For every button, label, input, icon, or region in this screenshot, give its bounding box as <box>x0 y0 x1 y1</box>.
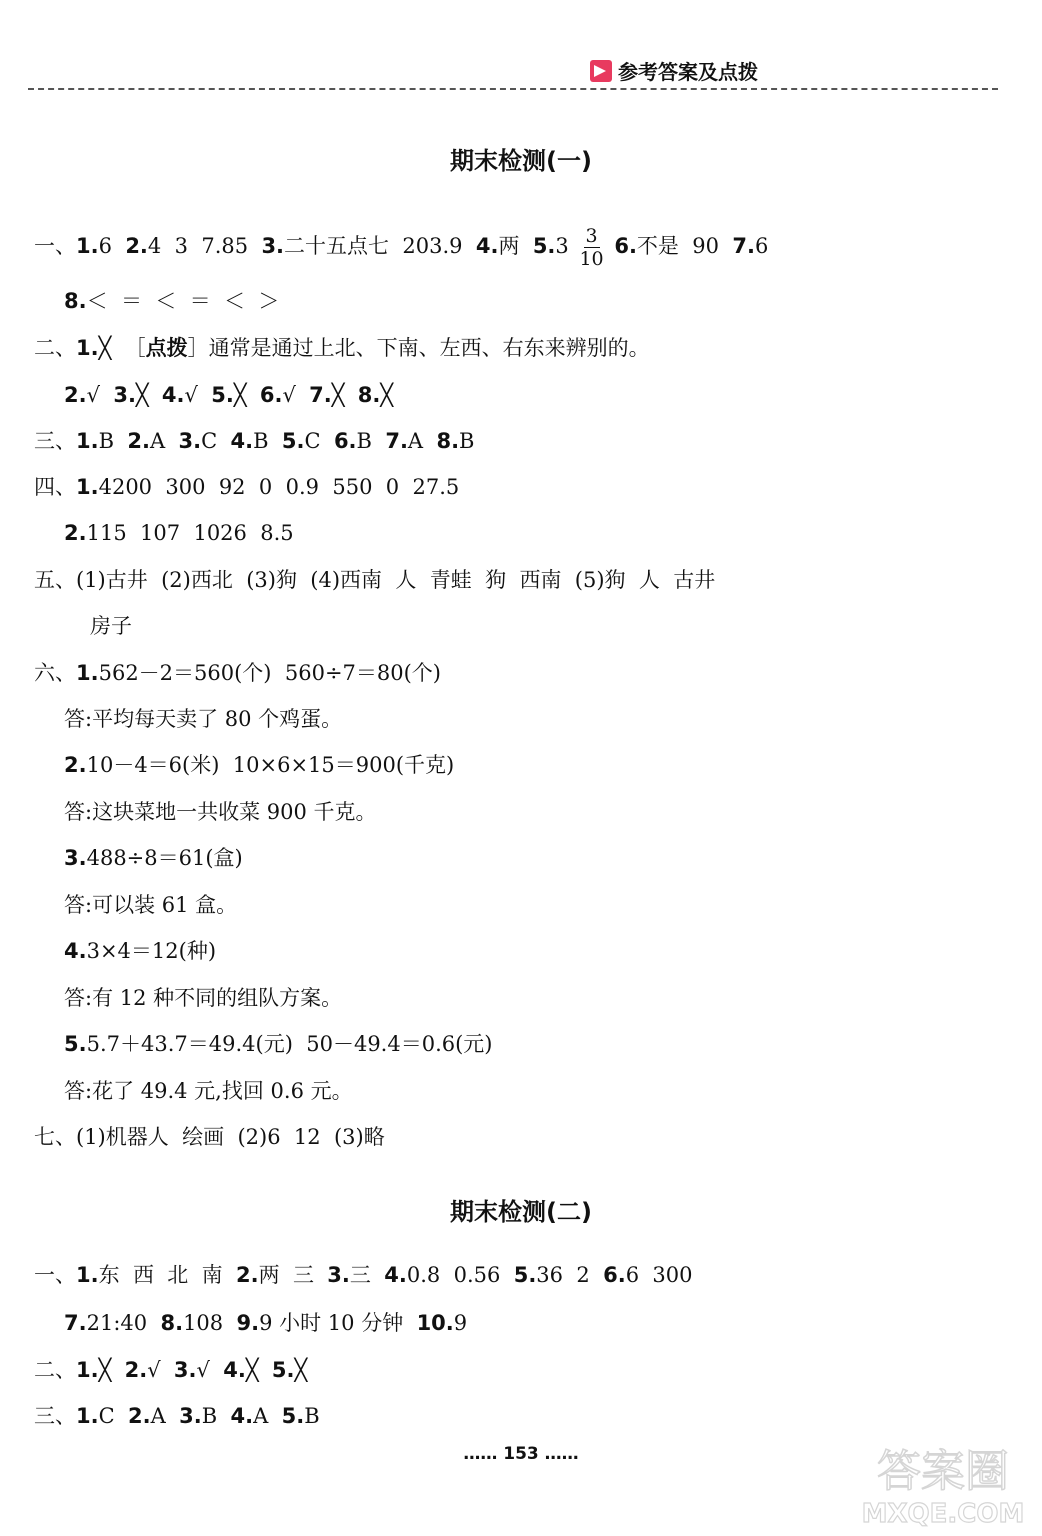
answer-text: 4 3 7.85 <box>147 234 262 258</box>
item-number: 1. <box>76 234 99 258</box>
answer-text: A <box>407 429 437 453</box>
item-number: 6. <box>603 1263 626 1287</box>
answer-text: 5.7＋43.7＝49.4(元) 50－49.4＝0.6(元) <box>86 1032 493 1056</box>
item-number: 1. <box>76 1404 99 1428</box>
item-number: 4. <box>64 939 87 963</box>
answer-text: 六、 <box>34 661 76 685</box>
answer-text: ］通常是通过上北、下南、左西、右东来辨别的。 <box>187 336 650 360</box>
item-number: 7. <box>385 429 408 453</box>
item-number: 4. <box>384 1263 407 1287</box>
item-number: 1. <box>76 336 99 360</box>
answer-line <box>64 380 393 410</box>
item-number: 1. <box>76 475 99 499</box>
answer-line <box>64 983 342 1013</box>
item-number: 3. <box>261 234 285 258</box>
answer-text: √ <box>147 1358 174 1382</box>
section-title: 期末检测(二) <box>450 1198 592 1226</box>
item-number: 5. <box>211 383 234 407</box>
answer-text: ╳ <box>331 383 358 407</box>
header-tag <box>590 56 758 85</box>
item-number: 3. <box>178 429 202 453</box>
answer-text: ╳ <box>380 383 394 407</box>
answer-text: 6 300 <box>625 1263 693 1287</box>
arrow-right-icon <box>590 60 612 82</box>
item-number: 8. <box>64 289 87 313</box>
answer-line <box>64 518 294 548</box>
answer-text: C <box>98 1404 129 1428</box>
item-number: 7. <box>309 383 332 407</box>
answer-text: 两 <box>498 234 533 258</box>
answer-text: 4200 300 92 0 0.9 550 0 27.5 <box>98 475 460 499</box>
answer-line <box>64 1029 493 1059</box>
answer-text: B <box>253 429 282 453</box>
header-divider <box>28 88 998 90</box>
item-number: 2. <box>127 429 150 453</box>
item-number: 2. <box>128 1404 151 1428</box>
answer-text: B <box>356 429 386 453</box>
item-number: 5. <box>271 1358 295 1382</box>
answer-text: √ <box>282 383 310 407</box>
answer-text: 115 107 1026 8.5 <box>86 521 294 545</box>
item-number: 3. <box>327 1263 350 1287</box>
item-number: 7. <box>732 234 755 258</box>
answer-text: 三 <box>349 1263 385 1287</box>
item-number: 1. <box>76 661 99 685</box>
answer-text: 四、 <box>34 475 76 499</box>
answer-text: 答:这块菜地一共收菜 900 千克。 <box>64 800 377 824</box>
answer-line <box>64 286 279 316</box>
item-number: 2. <box>124 1358 148 1382</box>
item-number: 3. <box>113 383 136 407</box>
item-number: 点拨 <box>145 336 188 360</box>
answer-line <box>34 658 441 688</box>
answer-text: B <box>304 1404 320 1428</box>
watermark-logo <box>858 1434 1028 1530</box>
answer-text: 21:40 <box>86 1311 161 1335</box>
item-number: 1. <box>76 429 99 453</box>
answer-text: 不是 90 <box>636 234 733 258</box>
answer-line <box>64 1076 353 1106</box>
answer-text: 答:可以装 61 盒。 <box>64 893 238 917</box>
answer-text: ╳ <box>245 1358 272 1382</box>
answer-line <box>34 1260 692 1290</box>
answer-text: 东 西 北 南 <box>98 1263 236 1287</box>
item-number: 9. <box>236 1311 260 1335</box>
watermark-text-main: 答案圈 <box>877 1446 1009 1497</box>
answer-line <box>90 611 132 641</box>
item-number: 2. <box>125 234 148 258</box>
item-number: 5. <box>281 429 305 453</box>
answer-text: 108 <box>183 1311 237 1335</box>
answer-text: 房子 <box>90 614 132 638</box>
answer-text: 一、 <box>34 234 76 258</box>
item-number: 6. <box>259 383 283 407</box>
answer-line <box>34 565 715 595</box>
answer-text: B <box>459 429 475 453</box>
fraction-numerator: 3 <box>585 225 598 247</box>
item-number: 4. <box>161 383 185 407</box>
answer-line <box>34 225 768 270</box>
item-number: 10. <box>416 1311 454 1335</box>
page-number: …… 153 …… <box>463 1444 579 1464</box>
answer-text: 三、 <box>34 429 76 453</box>
answer-line <box>64 797 377 827</box>
answer-text: C <box>304 429 334 453</box>
answer-text: ╳ <box>98 1358 125 1382</box>
item-number: 4. <box>475 234 499 258</box>
answer-text: 三、 <box>34 1404 76 1428</box>
answer-line <box>64 750 454 780</box>
answer-text: 6 <box>98 234 126 258</box>
answer-text: C <box>201 429 231 453</box>
answer-text: 562－2＝560(个) 560÷7＝80(个) <box>98 661 442 685</box>
answer-text: 答:花了 49.4 元,找回 0.6 元。 <box>64 1079 353 1103</box>
answer-line <box>64 936 216 966</box>
answer-text: 3 <box>555 234 576 258</box>
answer-text: 答:有 12 种不同的组队方案。 <box>64 986 343 1010</box>
answer-text: ╳ <box>233 383 260 407</box>
answer-text: 36 2 <box>536 1263 604 1287</box>
item-number: 8. <box>160 1311 184 1335</box>
item-number: 4. <box>230 429 254 453</box>
item-number: 2. <box>64 521 87 545</box>
item-number: 5. <box>532 234 556 258</box>
header-tag-label: 参考答案及点拨 <box>618 60 758 84</box>
answer-line <box>34 1401 320 1431</box>
item-number: 4. <box>230 1404 254 1428</box>
answer-text: 一、 <box>34 1263 76 1287</box>
answer-text: B <box>98 429 128 453</box>
answer-text: 答:平均每天卖了 80 个鸡蛋。 <box>64 707 343 731</box>
item-number: 2. <box>64 383 87 407</box>
answer-text: 二、 <box>34 336 76 360</box>
answer-text: 二十五点七 203.9 <box>284 234 476 258</box>
item-number: 2. <box>236 1263 259 1287</box>
answer-text: ＜ ＝ ＜ ＝ ＜ ＞ <box>86 289 280 313</box>
item-number: 8. <box>357 383 381 407</box>
answer-line <box>64 843 243 873</box>
answer-text: B <box>201 1404 231 1428</box>
answer-line <box>34 426 474 456</box>
answer-text: ╳ <box>294 1358 308 1382</box>
answer-text: A <box>149 429 179 453</box>
item-number: 7. <box>64 1311 87 1335</box>
answer-text: ╳ <box>135 383 162 407</box>
answer-line <box>34 333 650 363</box>
item-number: 6. <box>614 234 637 258</box>
item-number: 1. <box>76 1358 99 1382</box>
watermark-text-url: MXQE.COM <box>861 1499 1025 1529</box>
answer-text: A <box>150 1404 180 1428</box>
answer-text: 6 <box>754 234 769 258</box>
answer-text: 9 <box>453 1311 468 1335</box>
item-number: 5. <box>64 1032 87 1056</box>
item-number: 1. <box>76 1263 99 1287</box>
answer-text: ╳ ［ <box>98 336 146 360</box>
item-number: 2. <box>64 753 87 777</box>
answer-text: 0.8 0.56 <box>406 1263 514 1287</box>
item-number: 3. <box>64 846 87 870</box>
fraction-denominator: 10 <box>579 248 604 270</box>
answer-text: √ <box>196 1358 224 1382</box>
fraction <box>579 225 603 270</box>
section-title: 期末检测(一) <box>450 147 592 175</box>
answer-line <box>64 890 237 920</box>
item-number: 3. <box>173 1358 197 1382</box>
answer-line <box>64 704 342 734</box>
item-number: 3. <box>179 1404 202 1428</box>
answer-text: 七、(1)机器人 绘画 (2)6 12 (3)略 <box>34 1125 385 1149</box>
answer-text: 488÷8＝61(盒) <box>86 846 243 870</box>
answer-text: √ <box>86 383 114 407</box>
answer-line <box>64 1308 467 1338</box>
answer-line <box>34 1355 307 1385</box>
item-number: 8. <box>436 429 460 453</box>
answer-line <box>34 472 459 502</box>
answer-text: 9 小时 10 分钟 <box>259 1311 417 1335</box>
answer-text: 二、 <box>34 1358 76 1382</box>
answer-text: 两 三 <box>258 1263 328 1287</box>
item-number: 4. <box>223 1358 246 1382</box>
answer-text: √ <box>184 383 212 407</box>
answer-text: 3×4＝12(种) <box>86 939 217 963</box>
item-number: 5. <box>281 1404 305 1428</box>
answer-line <box>34 1122 385 1152</box>
answer-text: 10－4＝6(米) 10×6×15＝900(千克) <box>86 753 455 777</box>
item-number: 6. <box>333 429 357 453</box>
answer-text: 五、(1)古井 (2)西北 (3)狗 (4)西南 人 青蛙 狗 西南 (5)狗 人 古井 <box>34 568 716 592</box>
answer-text: A <box>253 1404 282 1428</box>
item-number: 5. <box>513 1263 537 1287</box>
